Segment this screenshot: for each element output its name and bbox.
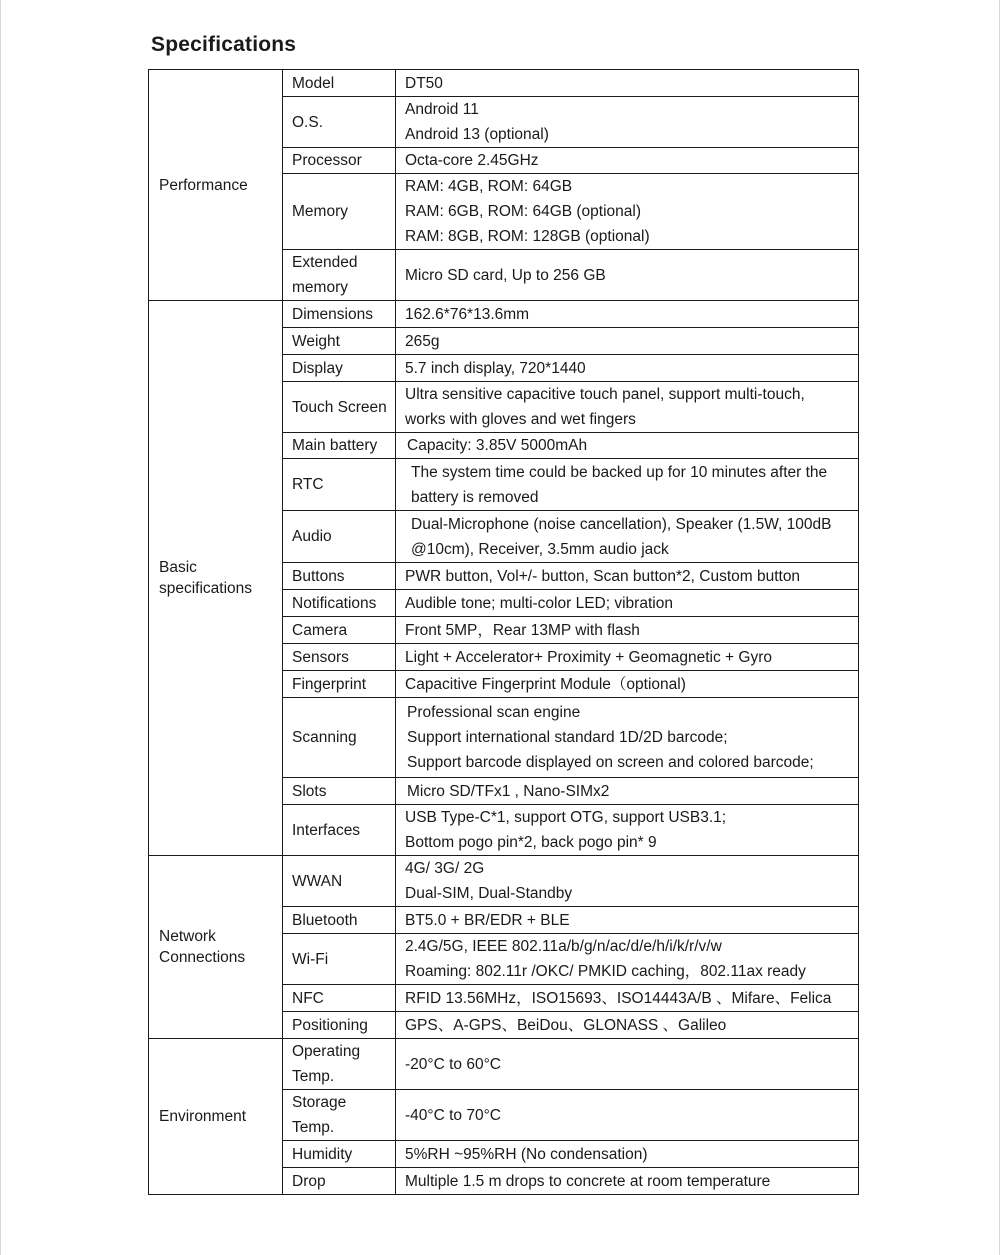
spec-value: 5.7 inch display, 720*1440 <box>405 359 586 377</box>
specifications-table <box>148 69 859 1195</box>
spec-value: 4G/ 3G/ 2G <box>405 860 485 877</box>
spec-value-cell <box>396 511 859 563</box>
spec-value: Dual-SIM, Dual-Standby <box>405 885 573 902</box>
spec-value-cell <box>396 1039 859 1090</box>
spec-value: BT5.0 + BR/EDR + BLE <box>405 911 570 929</box>
spec-label-cell <box>283 617 396 644</box>
spec-label-cell <box>283 382 396 433</box>
spec-value: 162.6*76*13.6mm <box>405 305 530 323</box>
spec-value-cell <box>396 250 859 301</box>
spec-label-cell <box>283 174 396 250</box>
spec-label-cell <box>283 250 396 301</box>
spec-value: Bottom pogo pin*2, back pogo pin* 9 <box>405 834 657 851</box>
spec-label-cell <box>283 1090 396 1141</box>
spec-label: WWAN <box>292 872 343 890</box>
spec-value: Support international standard 1D/2D barcode; <box>407 729 728 746</box>
spec-value: works with gloves and wet fingers <box>405 411 636 428</box>
spec-label-cell <box>283 328 396 355</box>
page-title: Specifications <box>151 33 297 56</box>
spec-label-cell <box>283 856 396 907</box>
spec-value: RAM: 8GB, ROM: 128GB (optional) <box>405 228 650 245</box>
spec-value: 265g <box>405 332 440 350</box>
spec-label-cell <box>283 907 396 934</box>
category-label: Basic <box>159 559 197 576</box>
spec-label-cell <box>283 97 396 148</box>
spec-label: Notifications <box>292 594 377 612</box>
spec-value-cell <box>396 590 859 617</box>
spec-label-cell <box>283 148 396 174</box>
spec-value-cell <box>396 97 859 148</box>
spec-value-cell <box>396 563 859 590</box>
spec-value: Capacity: 3.85V 5000mAh <box>407 437 588 454</box>
spec-value-cell <box>396 355 859 382</box>
spec-value-cell <box>396 671 859 698</box>
spec-label: Extended <box>292 254 358 271</box>
spec-label-cell <box>283 934 396 985</box>
table-row <box>149 70 859 97</box>
spec-label: Temp. <box>292 1119 335 1136</box>
spec-label: Buttons <box>292 567 345 585</box>
table-row <box>149 856 859 907</box>
category-label: Network <box>159 928 216 945</box>
spec-label: Sensors <box>292 648 349 666</box>
spec-label-cell <box>283 590 396 617</box>
spec-label: Memory <box>292 203 348 220</box>
category-label: Connections <box>159 949 246 966</box>
spec-label-cell <box>283 459 396 511</box>
spec-label: O.S. <box>292 113 324 131</box>
spec-label: Slots <box>292 782 327 800</box>
spec-value: Micro SD card, Up to 256 GB <box>405 266 606 284</box>
spec-label: NFC <box>292 989 324 1007</box>
spec-value: Light + Accelerator+ Proximity + Geomagnetic + Gyro <box>405 648 773 666</box>
spec-label-cell <box>283 301 396 328</box>
spec-label: Dimensions <box>292 305 373 323</box>
category-cell <box>149 301 283 856</box>
spec-label: Bluetooth <box>292 911 358 929</box>
spec-label-cell <box>283 433 396 459</box>
category-cell <box>149 1039 283 1195</box>
spec-value: Front 5MP，Rear 13MP with flash <box>405 621 640 639</box>
spec-value: USB Type-C*1, support OTG, support USB3.1; <box>405 809 727 826</box>
spec-value-cell <box>396 617 859 644</box>
spec-label-cell <box>283 1168 396 1195</box>
spec-value-cell <box>396 856 859 907</box>
spec-label: Temp. <box>292 1068 335 1085</box>
spec-value: Professional scan engine <box>407 704 581 721</box>
spec-label: Weight <box>292 332 340 350</box>
spec-value: RFID 13.56MHz，ISO15693、ISO14443A/B 、Mifare、Felica <box>405 989 832 1007</box>
spec-label: Camera <box>292 621 348 639</box>
spec-label: Interfaces <box>292 821 361 839</box>
spec-value: 5%RH ~95%RH (No condensation) <box>405 1145 648 1163</box>
spec-value-cell <box>396 778 859 805</box>
spec-label-cell <box>283 805 396 856</box>
spec-value: Multiple 1.5 m drops to concrete at room temperature <box>405 1172 771 1190</box>
spec-value: RAM: 6GB, ROM: 64GB (optional) <box>405 203 642 220</box>
category-label: specifications <box>159 580 253 597</box>
spec-label: Model <box>292 74 335 92</box>
table-row <box>149 301 859 328</box>
specifications-table-body <box>149 70 859 1195</box>
spec-value: -20°C to 60°C <box>405 1055 501 1073</box>
category-label: Performance <box>159 176 248 194</box>
spec-label: Humidity <box>292 1145 353 1163</box>
spec-label-cell <box>283 355 396 382</box>
spec-value-cell <box>396 1090 859 1141</box>
spec-label-cell <box>283 985 396 1012</box>
spec-label: Display <box>292 359 343 377</box>
spec-value: GPS、A-GPS、BeiDou、GLONASS 、Galileo <box>405 1016 727 1034</box>
spec-value: Octa-core 2.45GHz <box>405 152 539 169</box>
spec-label: Audio <box>292 528 332 545</box>
spec-value-cell <box>396 934 859 985</box>
spec-label-cell <box>283 1039 396 1090</box>
spec-label: Processor <box>292 152 362 169</box>
category-label: Environment <box>159 1108 247 1125</box>
spec-label-cell <box>283 70 396 97</box>
spec-label: Positioning <box>292 1016 368 1034</box>
category-cell <box>149 856 283 1039</box>
spec-value: DT50 <box>405 74 443 92</box>
table-row <box>149 1039 859 1090</box>
spec-value-cell <box>396 644 859 671</box>
spec-label: Main battery <box>292 437 378 454</box>
spec-value: -40°C to 70°C <box>405 1106 501 1124</box>
spec-label-cell <box>283 671 396 698</box>
spec-label-cell <box>283 511 396 563</box>
spec-value: Support barcode displayed on screen and colored barcode; <box>407 754 814 771</box>
spec-label: Wi-Fi <box>292 950 329 968</box>
category-cell <box>149 70 283 301</box>
spec-value-cell <box>396 907 859 934</box>
spec-label: Scanning <box>292 729 357 746</box>
spec-value: RAM: 4GB, ROM: 64GB <box>405 178 573 195</box>
spec-value-cell <box>396 698 859 778</box>
spec-value: Micro SD/TFx1 , Nano-SIMx2 <box>407 782 610 800</box>
spec-value-cell <box>396 301 859 328</box>
spec-value: 2.4G/5G, IEEE 802.11a/b/g/n/ac/d/e/h/i/k/r/v/w <box>405 938 722 955</box>
spec-label: memory <box>292 279 348 296</box>
spec-label-cell <box>283 563 396 590</box>
page-edge-left <box>0 0 1 1255</box>
spec-value: @10cm), Receiver, 3.5mm audio jack <box>411 540 669 558</box>
spec-label-cell <box>283 698 396 778</box>
spec-value-cell <box>396 382 859 433</box>
spec-label-cell <box>283 644 396 671</box>
spec-value: Capacitive Fingerprint Module（optional) <box>405 675 686 693</box>
spec-value-cell <box>396 148 859 174</box>
spec-label: Drop <box>292 1172 326 1190</box>
spec-value-cell <box>396 985 859 1012</box>
spec-label: Fingerprint <box>292 675 367 693</box>
spec-value-cell <box>396 174 859 250</box>
spec-value: Ultra sensitive capacitive touch panel, support multi-touch, <box>405 386 805 403</box>
spec-value-cell <box>396 70 859 97</box>
spec-label: Storage <box>292 1094 347 1111</box>
spec-value-cell <box>396 459 859 511</box>
spec-label: Touch Screen <box>292 398 387 416</box>
spec-label-cell <box>283 1012 396 1039</box>
spec-value-cell <box>396 805 859 856</box>
spec-label-cell <box>283 778 396 805</box>
spec-value-cell <box>396 328 859 355</box>
spec-value-cell <box>396 1168 859 1195</box>
spec-value-cell <box>396 1141 859 1168</box>
spec-value-cell <box>396 1012 859 1039</box>
spec-value: battery is removed <box>411 488 539 506</box>
spec-label: Operating <box>292 1043 361 1060</box>
spec-value: Android 11 <box>405 101 479 118</box>
spec-value: The system time could be backed up for 10 minutes after the <box>411 463 828 481</box>
spec-value: Dual-Microphone (noise cancellation), Speaker (1.5W, 100dB <box>411 515 832 533</box>
spec-value-cell <box>396 433 859 459</box>
spec-value: Roaming: 802.11r /OKC/ PMKID caching，802.11ax ready <box>405 963 806 980</box>
spec-value: Audible tone; multi-color LED; vibration <box>405 594 673 612</box>
spec-value: Android 13 (optional) <box>405 126 549 143</box>
spec-label-cell <box>283 1141 396 1168</box>
spec-value: PWR button, Vol+/- button, Scan button*2, Custom button <box>405 567 801 585</box>
spec-label: RTC <box>292 476 324 493</box>
